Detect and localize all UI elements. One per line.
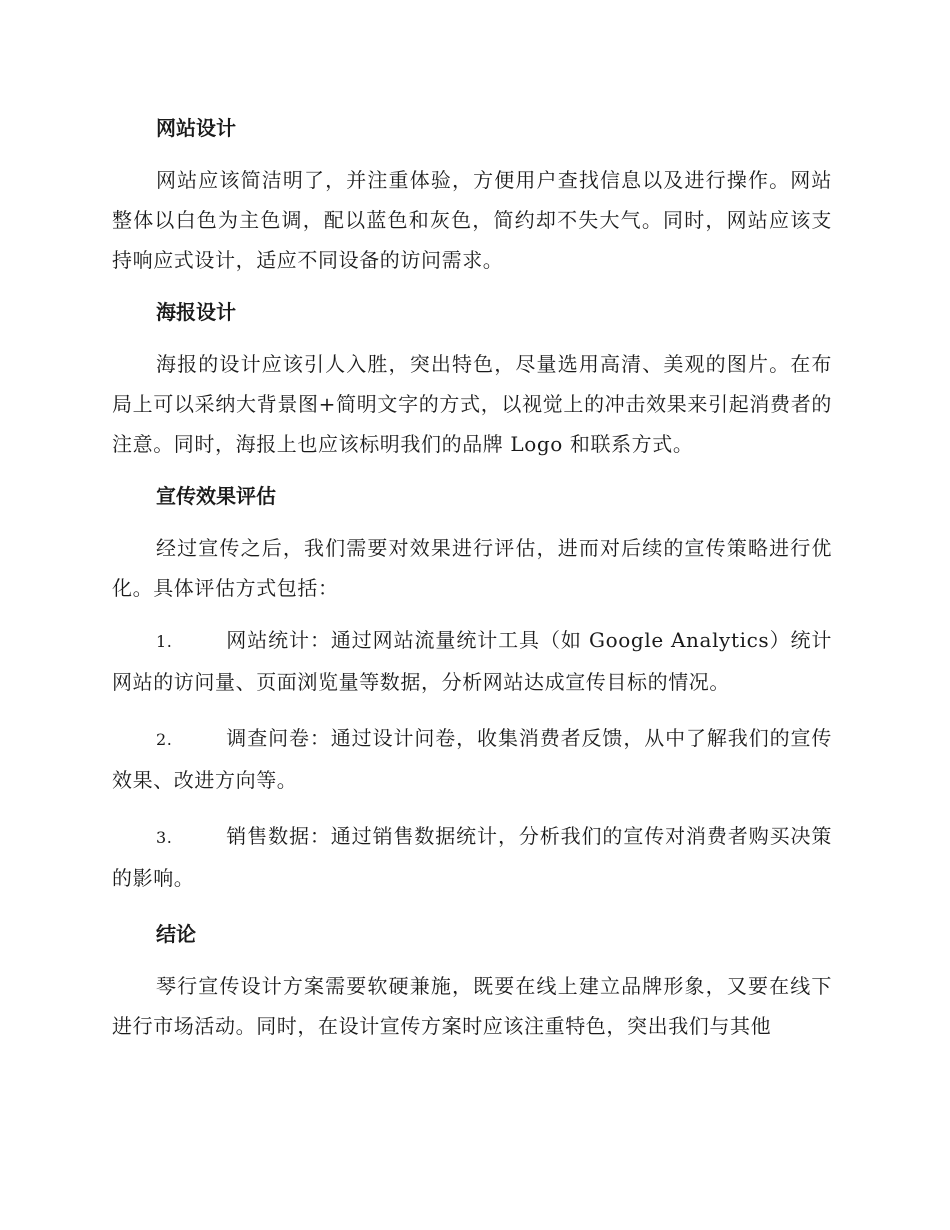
section-heading-website-design: 网站设计 (156, 116, 236, 140)
list-item-text: 网站统计：通过网站流量统计工具（如 Google Analytics）统计网站的访问量、页面浏览量等数据，分析网站达成宣传目标的情况。 (112, 628, 832, 694)
paragraph-conclusion: 琴行宣传设计方案需要软硬兼施，既要在线上建立品牌形象，又要在线下进行市场活动。同时，在设计宣传方案时应该注重特色，突出我们与其他 (112, 974, 832, 1038)
document-body (112, 108, 832, 1058)
paragraph-poster-design: 海报的设计应该引人入胜，突出特色，尽量选用高清、美观的图片。在布局上可以采纳大背景图+简明文字的方式，以视觉上的冲击效果来引起消费者的注意。同时，海报上也应该标明我们的品牌 Logo 和联系方式。 (112, 352, 832, 456)
paragraph-evaluation: 经过宣传之后，我们需要对效果进行评估，进而对后续的宣传策略进行优化。具体评估方式包括： (112, 536, 832, 600)
list-item (112, 620, 832, 702)
paragraph-website-design: 网站应该简洁明了，并注重体验，方便用户查找信息以及进行操作。网站整体以白色为主色调，配以蓝色和灰色，简约却不失大气。同时，网站应该支持响应式设计，适应不同设备的访问需求。 (112, 168, 832, 272)
list-number: 3. (156, 828, 173, 847)
section-heading-conclusion: 结论 (156, 922, 196, 946)
list-number: 2. (156, 730, 173, 749)
section-heading-evaluation: 宣传效果评估 (156, 484, 276, 508)
list-item (112, 718, 832, 800)
list-number: 1. (156, 632, 173, 651)
list-item-text: 调查问卷：通过设计问卷，收集消费者反馈，从中了解我们的宣传效果、改进方向等。 (112, 726, 832, 792)
section-heading-poster-design: 海报设计 (156, 300, 236, 324)
list-item (112, 816, 832, 898)
list-item-text: 销售数据：通过销售数据统计，分析我们的宣传对消费者购买决策的影响。 (112, 824, 832, 890)
